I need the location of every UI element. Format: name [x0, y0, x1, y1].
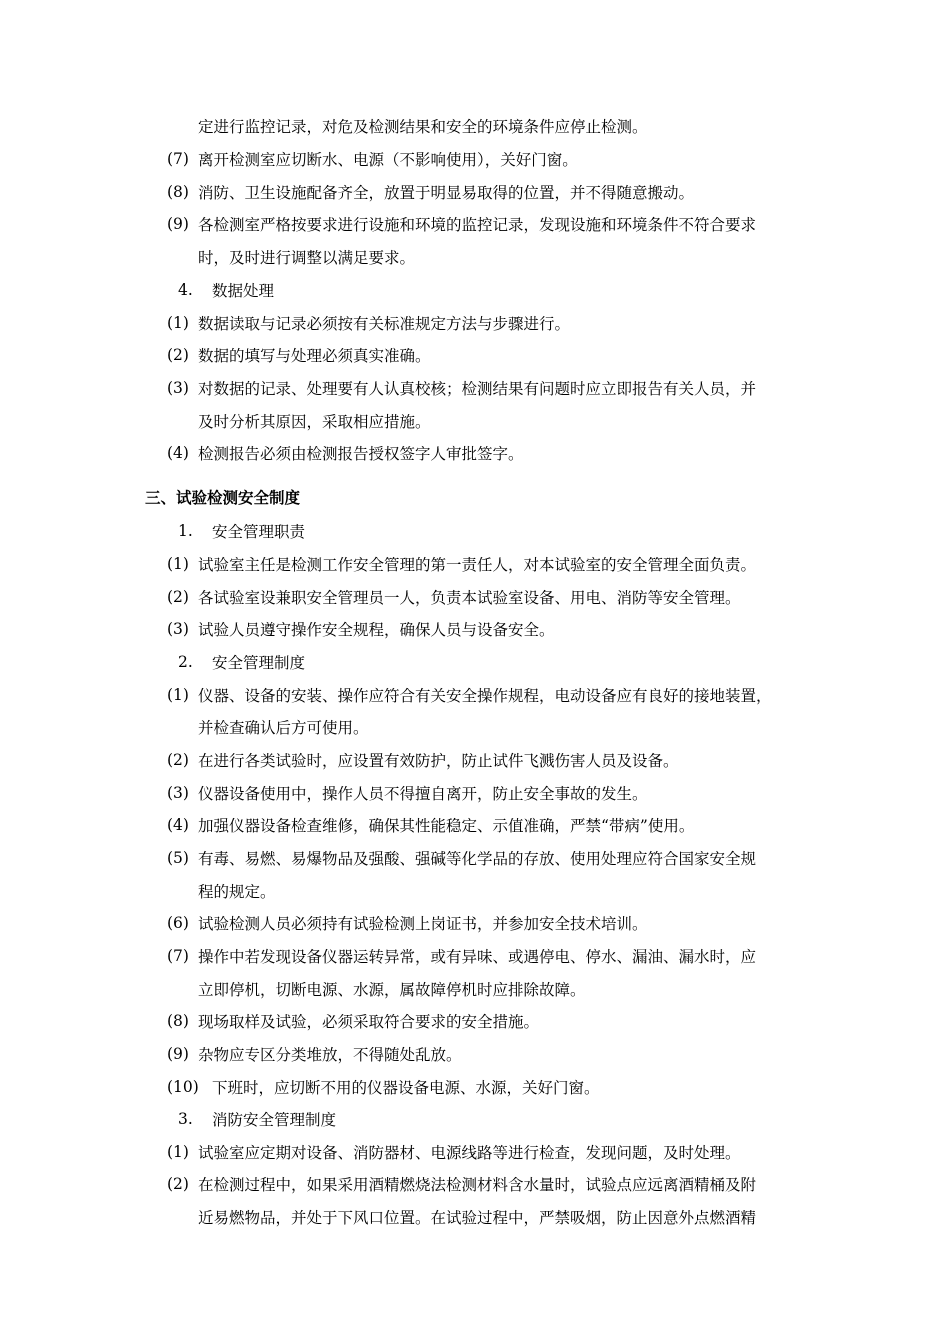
- item-number: (1): [167, 686, 189, 704]
- list-item-text: 试验检测人员必须持有试验检测上岗证书，并参加安全技术培训。: [198, 915, 648, 933]
- section-number: 1.: [178, 522, 193, 540]
- list-item-text: 并检查确认后方可使用。: [198, 719, 369, 737]
- list-item-text: 试验室主任是检测工作安全管理的第一责任人，对本试验室的安全管理全面负责。: [198, 556, 757, 574]
- section-number: 2.: [178, 653, 193, 671]
- list-item-text: 离开检测室应切断水、电源（不影响使用），关好门窗。: [198, 151, 578, 169]
- list-item-text: 加强仪器设备检查维修，确保其性能稳定、示值准确，严禁“带病”使用。: [198, 817, 695, 835]
- list-item-text: 仪器、设备的安装、操作应符合有关安全操作规程，电动设备应有良好的接地装置，: [198, 687, 772, 705]
- item-number: (4): [167, 444, 189, 462]
- section-title: 消防安全管理制度: [212, 1111, 337, 1129]
- list-item-text: 杂物应专区分类堆放，不得随处乱放。: [198, 1046, 462, 1064]
- list-item-text: 试验室应定期对设备、消防器材、电源线路等进行检查，发现问题，及时处理。: [198, 1144, 741, 1162]
- section-number: 4.: [178, 281, 193, 299]
- list-item-text: 立即停机，切断电源、水源，属故障停机时应排除故障。: [198, 981, 586, 999]
- item-number: (9): [167, 215, 189, 233]
- list-item-text: 及时分析其原因，采取相应措施。: [198, 413, 431, 431]
- item-number: (6): [167, 914, 189, 932]
- section-title: 数据处理: [212, 282, 275, 300]
- list-item-text: 时，及时进行调整以满足要求。: [198, 249, 416, 267]
- item-number: (9): [167, 1045, 189, 1063]
- item-number: (8): [167, 183, 189, 201]
- list-item-text: 对数据的记录、处理要有人认真校核；检测结果有问题时应立即报告有关人员，并: [198, 380, 757, 398]
- section-title: 安全管理制度: [212, 654, 306, 672]
- item-number: (3): [167, 379, 189, 397]
- list-item-text: 有毒、易燃、易爆物品及强酸、强碱等化学品的存放、使用处理应符合国家安全规: [198, 850, 757, 868]
- item-number: (3): [167, 784, 189, 802]
- item-number: (4): [167, 816, 189, 834]
- list-item-text: 操作中若发现设备仪器运转异常，或有异味、或遇停电、停水、漏油、漏水时，应: [198, 948, 757, 966]
- item-number: (7): [167, 947, 189, 965]
- list-item-text: 近易燃物品，并处于下风口位置。在试验过程中，严禁吸烟，防止因意外点燃酒精: [198, 1209, 757, 1227]
- item-number: (3): [167, 620, 189, 638]
- item-number: (2): [167, 588, 189, 606]
- item-number: (2): [167, 1175, 189, 1193]
- item-number: (5): [167, 849, 189, 867]
- chapter-heading: 三、试验检测安全制度: [145, 489, 301, 507]
- item-number: (7): [167, 150, 189, 168]
- list-item-text: 数据的填写与处理必须真实准确。: [198, 347, 431, 365]
- list-item-text: 在检测过程中，如果采用酒精燃烧法检测材料含水量时，试验点应远离酒精桶及附: [198, 1176, 757, 1194]
- section-number: 3.: [178, 1110, 193, 1128]
- item-number: (8): [167, 1012, 189, 1030]
- list-item-text: 各试验室设兼职安全管理员一人，负责本试验室设备、用电、消防等安全管理。: [198, 589, 741, 607]
- item-number: (2): [167, 346, 189, 364]
- item-number: (10): [167, 1078, 199, 1096]
- list-item-text: 程的规定。: [198, 883, 276, 901]
- item-number: (1): [167, 1143, 189, 1161]
- list-item-text: 下班时，应切断不用的仪器设备电源、水源，关好门窗。: [212, 1079, 600, 1097]
- list-item-text: 试验人员遵守操作安全规程，确保人员与设备安全。: [198, 621, 555, 639]
- section-title: 安全管理职责: [212, 523, 306, 541]
- item-number: (2): [167, 751, 189, 769]
- list-item-text: 各检测室严格按要求进行设施和环境的监控记录，发现设施和环境条件不符合要求: [198, 216, 757, 234]
- item-number: (1): [167, 555, 189, 573]
- list-item-text: 消防、卫生设施配备齐全，放置于明显易取得的位置，并不得随意搬动。: [198, 184, 695, 202]
- list-item-text: 在进行各类试验时，应设置有效防护，防止试件飞溅伤害人员及设备。: [198, 752, 679, 770]
- item-number: (1): [167, 314, 189, 332]
- list-item-text: 数据读取与记录必须按有关标准规定方法与步骤进行。: [198, 315, 571, 333]
- list-item-text: 检测报告必须由检测报告授权签字人审批签字。: [198, 445, 524, 463]
- list-item-text: 现场取样及试验，必须采取符合要求的安全措施。: [198, 1013, 540, 1031]
- list-item-text: 仪器设备使用中，操作人员不得擅自离开，防止安全事故的发生。: [198, 785, 648, 803]
- text-line: 定进行监控记录，对危及检测结果和安全的环境条件应停止检测。: [198, 118, 648, 136]
